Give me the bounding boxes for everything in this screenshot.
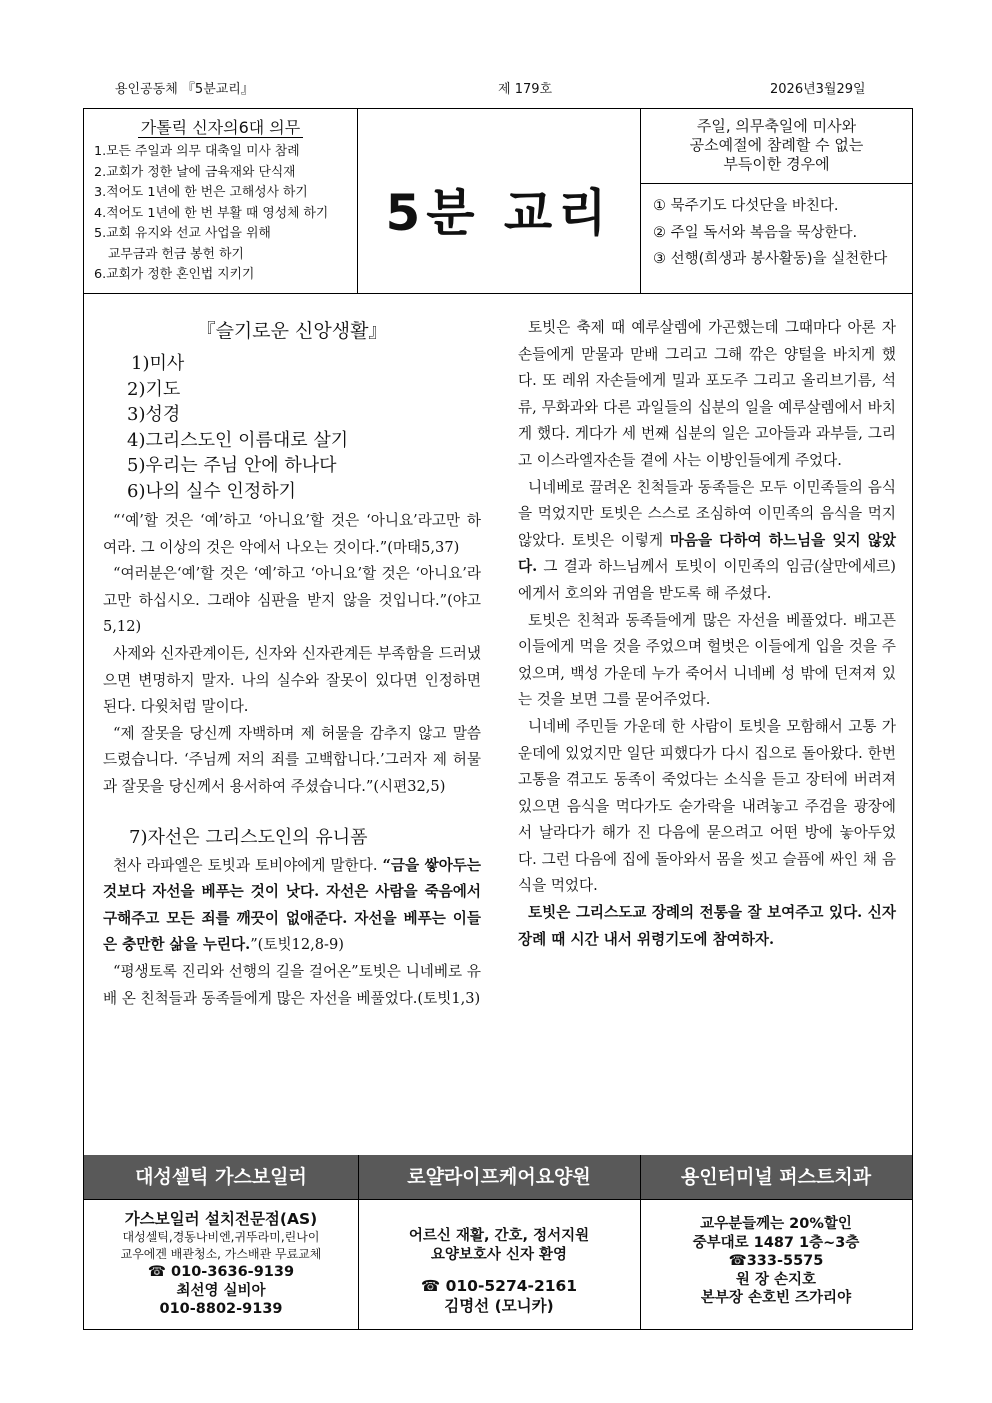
paragraph: “평생토록 진리와 선행의 길을 걸어온”토빗은 니네베로 유배 온 친척들과 동족들에게 많은 자선을 베풀었다.(토빗1,3) (103, 962, 481, 1007)
toc-item: 2)기도 (127, 378, 181, 400)
duty-item: 3.적어도 1년에 한 번은 고해성사 하기 (94, 185, 308, 200)
paragraph: 니네베 주민들 가운데 한 사람이 토빗을 모함해서 고통 가운데에 있었지만 일단 피했다가 다시 집으로 돌아왔다. 한번 고통을 겪고도 동족이 죽었다는 소식을 듣고 장터에 버려져있으면 음식을 먹다가도 숟가락을 내려놓고 주검을 광장에서 날라다가 해가 진 다음에 묻으려고 어떤 방에 놓아두었다. 그런 다음에 집에 돌아와서 몸을 씻고 슬픔에 싸인 채 음식을 먹었다. (518, 717, 896, 895)
bulletin-frame (83, 108, 913, 1330)
sunday-action-item: ③ 선행(희생과 봉사활동)을 실천한다 (653, 251, 888, 267)
paragraph: 토빗은 친척과 동족들에게 많은 자선을 베풀었다. 배고픈 이들에게 먹을 것을 주었으며 헐벗은 이들에게 입을 것을 주었으며, 백성 가운데 누가 죽어서 니네베 성 밖에 던져져 있는 것을 보면 그를 묻어주었다. (518, 611, 896, 709)
ads-header-bar (84, 1155, 912, 1199)
issue-date: 2026년3월29일 (770, 82, 866, 97)
publisher-label: 용인공동체 『5분교리』 (115, 82, 254, 97)
article-right-column (518, 315, 896, 953)
paragraph: “‘예’할 것은 ‘예’하고 ‘아니요’할 것은 ‘아니요’라고만 하여라. 그 이상의 것은 악에서 나오는 것이다.”(마태5,37) (103, 512, 481, 556)
ad-title: 로얄라이프케어요양원 (407, 1166, 591, 1188)
divider (84, 293, 912, 294)
duty-item: 5.교회 유지와 선교 사업을 위해 (94, 226, 271, 241)
sunday-condition: 주일, 의무축일에 미사와 공소예절에 참례할 수 없는 부득이한 경우에 (689, 117, 864, 173)
paragraph: 토빗은 축제 때 예루살렘에 가곤했는데 그때마다 아론 자손들에게 맏물과 맏배 그리고 그해 깎은 양털을 바치게 했다. 또 레위 자손들에게 밀과 포도주 그리고 올리브기름, 석류, 무화과와 다른 과일들의 십분의 일을 예루살렘에서 바치게 했다. 게다가 세 번째 십분의 일은 고아들과 과부들, 그리고 이스라엘자손들 곁에 사는 이방인들에게 주었다. (518, 319, 896, 469)
paragraph: “제 잘못을 당신께 자백하며 제 허물을 감추지 않고 말씀드렸습니다. ‘주님께 저의 죄를 고백합니다.’그러자 제 허물과 잘못을 당신께서 용서하여 주셨습니다.”(시편32,5) (103, 724, 481, 795)
paragraph: 니네베로 끌려온 친척들과 동족들은 모두 이민족들의 음식을 먹었지만 토빗은 스스로 조심하여 이민족의 음식을 먹지 않았다. 토빗은 이렇게 마음을 다하여 하느님을 잊지 않았다. 그 결과 하느님께서 토빗이 이민족의 임금(살만에세르)에게서 호의와 귀염을 받도록 해 주셨다. (518, 478, 896, 602)
ad-nursing-home: 어르신 재활, 간호, 정서지원 요양보호사 신자 환영 ☎ 010-5274-2161 김명선 (모니카) (358, 1199, 640, 1357)
section-title: 7)자선은 그리스도인의 유니폼 (129, 826, 368, 848)
paragraph: 사제와 신자관계이든, 신자와 신자관계든 부족함을 드러냈으면 변명하지 말자. 나의 실수와 잘못이 있다면 인정하면 된다. 다윗처럼 말이다. (103, 644, 481, 716)
phone-number: 010-8802-9139 (159, 1301, 283, 1317)
toc-item: 4)그리스도인 이름대로 살기 (127, 429, 349, 451)
duty-item: 교무금과 헌금 봉헌 하기 (108, 246, 244, 262)
toc-item: 3)성경 (127, 404, 181, 425)
sunday-box (640, 109, 912, 293)
article-title: 『슬기로운 신앙생활』 (196, 320, 388, 342)
duties-box (84, 109, 358, 293)
duty-item: 1.모든 주일과 의무 대축일 미사 참례 (94, 144, 300, 159)
ad-gas-boiler: 가스보일러 설치전문점(AS) 대성셀틱,경동나비엔,귀뚜라미,린나이 교우에겐 배관청소, 가스배관 무료교체 ☎ 010-3636-9139 최선영 실비아 010-8802-9139 (84, 1199, 358, 1339)
duty-item: 2.교회가 정한 날에 금육재와 단식재 (94, 164, 296, 180)
duty-item: 6.교회가 정한 혼인법 지키기 (94, 267, 255, 282)
paragraph: 천사 라파엘은 토빗과 토비야에게 말한다. “금을 쌓아두는 것보다 자선을 베푸는 것이 낫다. 자선은 사람을 죽음에서 구해주고 모든 죄를 깨끗이 없애준다. 자선을 베푸는 이들은 충만한 삶을 누린다.”(토빗12,8-9) (103, 856, 481, 954)
duties-list (94, 142, 357, 286)
toc-item: 6)나의 실수 인정하기 (127, 480, 297, 502)
title-box (358, 109, 640, 293)
toc-item: 1)미사 (131, 353, 185, 374)
phone-number: ☎ 010-5274-2161 (420, 1277, 578, 1295)
ads-body (84, 1199, 912, 1329)
ad-title: 용인터미널 퍼스트치과 (680, 1166, 872, 1188)
divider (641, 183, 912, 184)
paragraph-conclusion: 토빗은 그리스도교 장례의 전통을 잘 보여주고 있다. 신자 장례 때 시간 내서 위령기도에 참여하자. (518, 904, 896, 948)
ad-dental-clinic: 교우분들께는 20%할인 중부대로 1487 1층~3층 ☎333-5575 원 장 손지호 본부장 손호빈 즈가리야 (640, 1199, 912, 1345)
toc-item: 5)우리는 주님 안에 하나다 (127, 455, 337, 476)
sunday-actions (641, 187, 887, 273)
article-toc (127, 351, 481, 504)
main-title: 5분 교리 (385, 184, 613, 242)
paragraph: “여러분은‘예’할 것은 ‘예’하고 ‘아니요’할 것은 ‘아니요’라고만 하십시오. 그래야 심판을 받지 않을 것입니다.”(야고5,12) (103, 565, 481, 636)
duty-item: 4.적어도 1년에 한 번 부활 때 영성체 하기 (94, 205, 329, 221)
article-left-column (103, 315, 481, 1012)
phone-number: ☎ 010-3636-9139 (147, 1264, 295, 1280)
duties-title: 가톨릭 신자의6대 의무 (138, 118, 303, 138)
sunday-action-item: ① 묵주기도 다섯단을 바친다. (653, 198, 839, 214)
ad-title: 대성셀틱 가스보일러 (135, 1166, 307, 1188)
sunday-action-item: ② 주일 독서와 복음을 묵상한다. (653, 224, 858, 241)
page-header (0, 78, 992, 100)
phone-number: ☎333-5575 (728, 1253, 824, 1269)
issue-number: 제 179호 (498, 82, 553, 97)
